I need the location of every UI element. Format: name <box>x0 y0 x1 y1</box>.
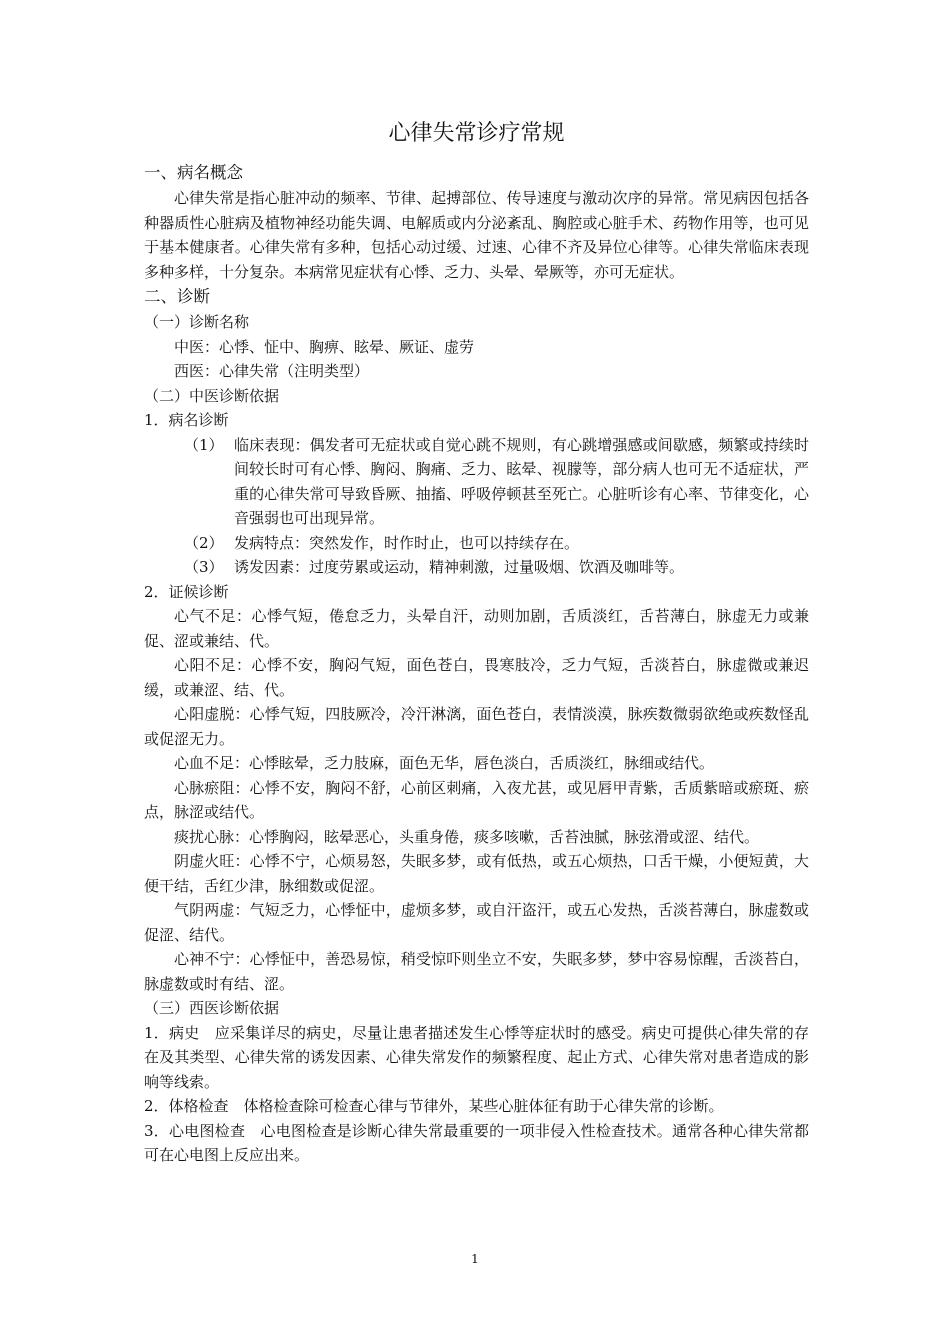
subheading-tcm-basis: （二）中医诊断依据 <box>144 386 280 405</box>
wm-item-physical-exam: 2．体格检查 体格检查除可检查心律与节律外，某些心脏体征有助于心律失常的诊断。 <box>144 1097 724 1115</box>
list-item <box>144 433 809 531</box>
subheading-diagnosis-name: （一）诊断名称 <box>144 313 250 331</box>
point-disease-diagnosis: 1．病名诊断 <box>144 411 229 429</box>
syndrome-paragraph: 阴虚火旺：心悸不宁，心烦易怒，失眠多梦，或有低热，或五心烦热，口舌干燥，小便短黄，大便干结，舌红少津，脉细数或促涩。 <box>144 852 809 895</box>
section-heading-diagnosis: 二、诊断 <box>144 287 210 306</box>
list-item-text: 临床表现：偶发者可无症状或自觉心跳不规则，有心跳增强感或间歇感，频繁或持续时间较长时可有心悸、胸闷、胸痛、乏力、眩晕、视朦等，部分病人也可无不适症状，严重的心律失常可导致昏厥、抽搐、呼吸停顿甚至死亡。心脏听诊有心率、节律变化，心音强弱也可出现异常。 <box>234 435 809 527</box>
syndrome-paragraph: 心阳不足：心悸不安，胸闷气短，面色苍白，畏寒肢冷，乏力气短，舌淡苔白，脉虚微或兼迟缓，或兼涩、结、代。 <box>144 656 809 699</box>
concept-paragraph: 心律失常是指心脏冲动的频率、节律、起搏部位、传导速度与激动次序的异常。常见病因包括各种器质性心脏病及植物神经功能失调、电解质或内分泌紊乱、胸腔或心脏手术、药物作用等，也可见于基本健康者。心律失常有多种，包括心动过缓、过速、心律不齐及异位心律等。心律失常临床表现多种多样，十分复杂。本病常见症状有心悸、乏力、头晕、晕厥等，亦可无症状。 <box>144 189 809 281</box>
list-item-number: （3） <box>184 558 224 576</box>
tcm-diagnosis-name: 中医：心悸、怔中、胸痹、眩晕、厥证、虚劳 <box>174 337 475 356</box>
list-item-text: 发病特点：突然发作，时作时止，也可以持续存在。 <box>234 533 580 552</box>
subheading-wm-basis: （三）西医诊断依据 <box>144 999 280 1017</box>
section-heading-concept: 一、病名概念 <box>144 163 243 182</box>
syndrome-paragraph: 心脉瘀阻：心悸不安，胸闷不舒，心前区刺痛，入夜尤甚，或见唇甲青紫，舌质紫暗或瘀斑、瘀点，脉涩或结代。 <box>144 778 809 821</box>
list-item <box>144 531 809 556</box>
list-item-number: （2） <box>184 533 224 552</box>
wm-diagnosis-name: 西医：心律失常（注明类型） <box>174 362 370 380</box>
syndrome-paragraph: 气阴两虚：气短乏力，心悸怔中，虚烦多梦，或自汗盗汗，或五心发热，舌淡苔薄白，脉虚数或促涩、结代。 <box>144 901 809 944</box>
point-syndrome-diagnosis: 2．证候诊断 <box>144 582 229 601</box>
page-number: 1 <box>471 1252 479 1266</box>
syndrome-paragraph: 心神不宁：心悸怔中，善恐易惊，稍受惊吓则坐立不安，失眠多梦，梦中容易惊醒，舌淡苔白，脉虚数或时有结、涩。 <box>144 950 809 993</box>
list-item-text: 诱发因素：过度劳累或运动，精神刺激，过量吸烟、饮酒及咖啡等。 <box>234 558 685 576</box>
document-title: 心律失常诊疗常规 <box>388 121 565 146</box>
wm-item-ecg: 3．心电图检查 心电图检查是诊断心律失常最重要的一项非侵入性检查技术。通常各种心律失常都可在心电图上反应出来。 <box>144 1121 809 1164</box>
syndrome-paragraph: 心血不足：心悸眩晕，乏力肢麻，面色无华，唇色淡白，舌质淡红，脉细或结代。 <box>174 754 715 772</box>
list-item <box>144 555 809 580</box>
list-item-number: （1） <box>184 435 224 454</box>
document-body <box>144 118 809 1168</box>
syndrome-paragraph: 痰扰心脉：心悸胸闷，眩晕恶心，头重身倦，痰多咳嗽，舌苔浊腻，脉弦滑或涩、结代。 <box>174 827 760 846</box>
wm-item-history: 1．病史 应采集详尽的病史，尽量让患者描述发生心悸等症状时的感受。病史可提供心律失常的存在及其类型、心律失常的诱发因素、心律失常发作的频繁程度、起止方式、心律失常对患者造成的影响等线索。 <box>144 1023 809 1091</box>
syndrome-paragraph: 心阳虚脱：心悸气短，四肢厥冷，冷汗淋漓，面色苍白，表情淡漠，脉疾数微弱欲绝或疾数怪乱或促涩无力。 <box>144 705 809 748</box>
syndrome-paragraph: 心气不足：心悸气短，倦怠乏力，头晕自汗，动则加剧，舌质淡红，舌苔薄白，脉虚无力或兼促、涩或兼结、代。 <box>144 607 809 650</box>
